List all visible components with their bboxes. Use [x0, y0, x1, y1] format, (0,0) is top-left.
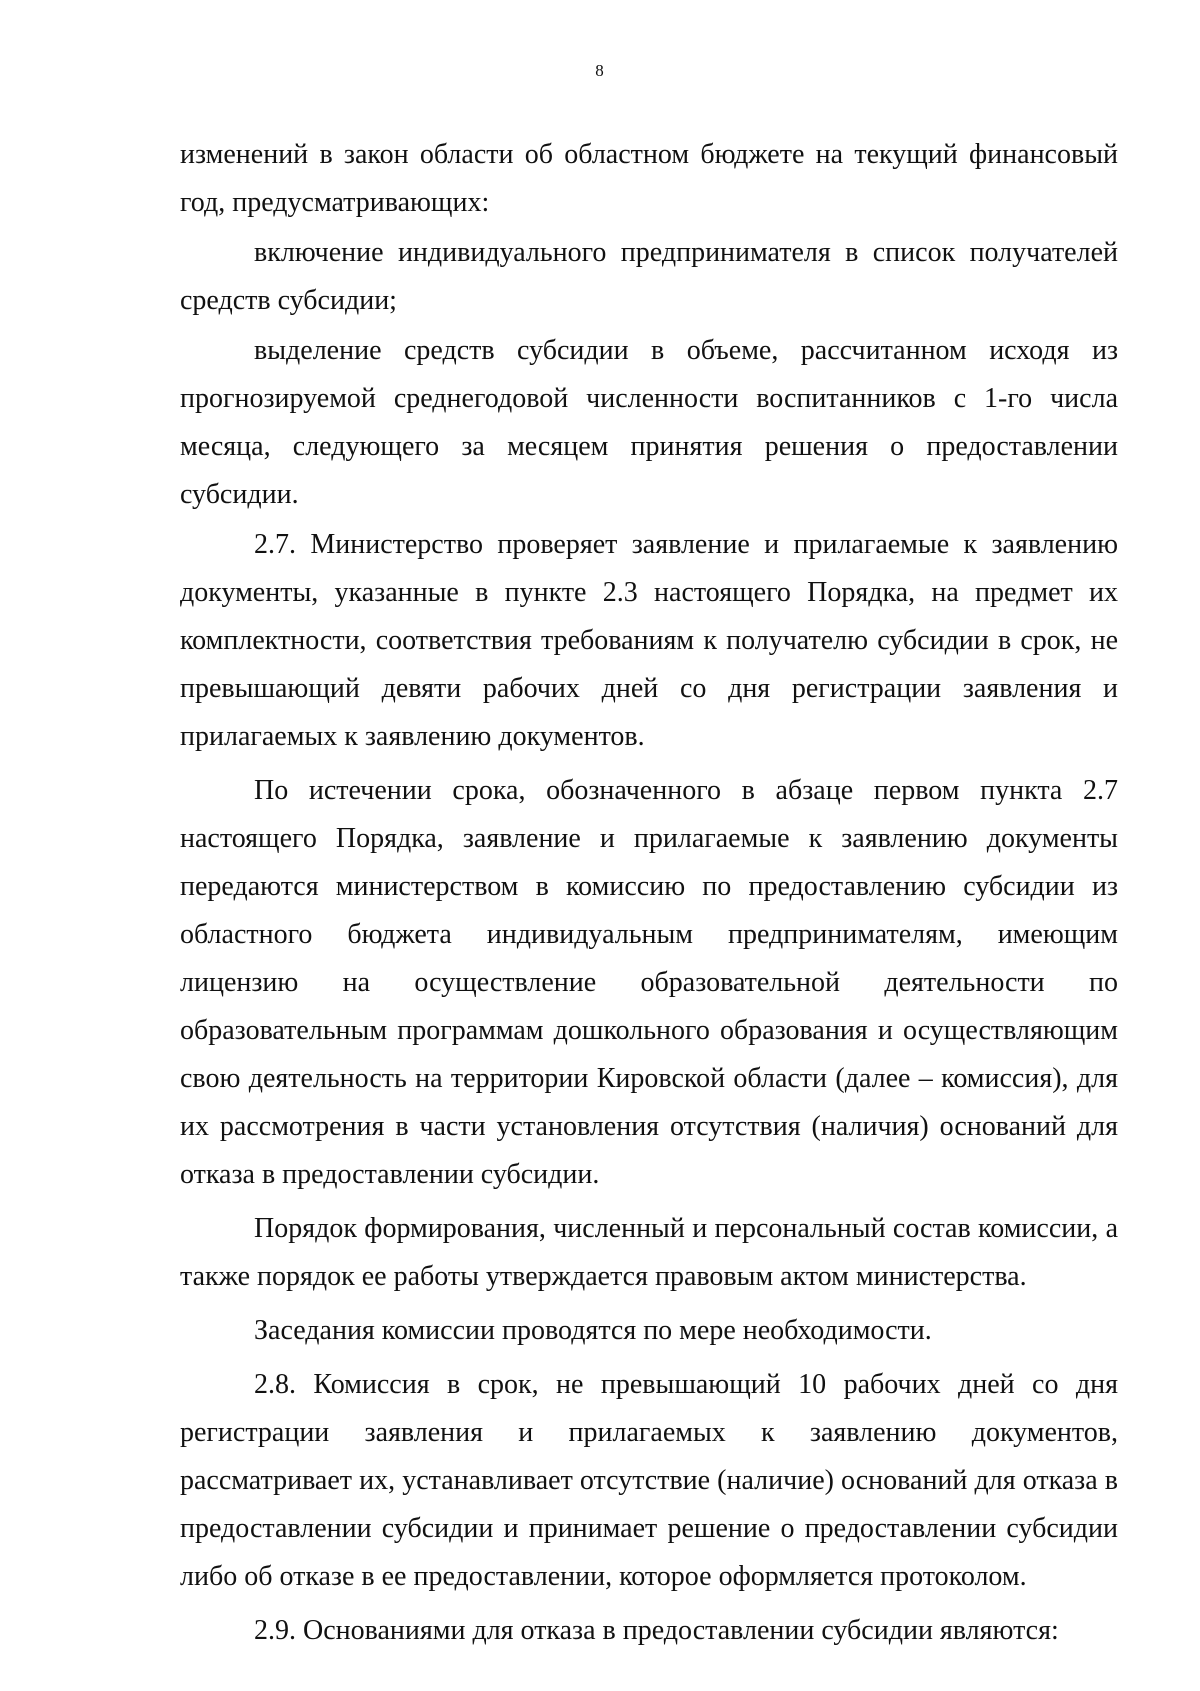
- paragraph-continuation: изменений в закон области об областном бюджете на текущий финансовый год, предусматривающих:: [180, 139, 1118, 218]
- document-body: [180, 131, 1118, 1657]
- paragraph-item-allocation: выделение средств субсидии в объеме, рассчитанном исходя из прогнозируемой среднегодовой численности воспитанников с 1-го числа месяца, следующего за месяцем принятия решения о предоставлении субсидии.: [180, 335, 1118, 510]
- paragraph-2-8: 2.8. Комиссия в срок, не превышающий 10 рабочих дней со дня регистрации заявления и прилагаемых к заявлению документов, рассматривает их, устанавливает отсутствие (наличие) оснований для отказа в предоставлении субсидии и принимает решение о предоставлении субсидии либо об отказе в ее предоставлении, которое оформляется протоколом.: [180, 1369, 1118, 1592]
- page-number: 8: [595, 61, 605, 80]
- paragraph-2-7: 2.7. Министерство проверяет заявление и прилагаемые к заявлению документы, указанные в пункте 2.3 настоящего Порядка, на предмет их комплектности, соответствия требованиям к получателю субсидии в срок, не превышающий девяти рабочих дней со дня регистрации заявления и прилагаемых к заявлению документов.: [180, 529, 1118, 752]
- paragraph-meetings: Заседания комиссии проводятся по мере необходимости.: [254, 1315, 932, 1346]
- paragraph-transfer-to-commission: По истечении срока, обозначенного в абзаце первом пункта 2.7 настоящего Порядка, заявление и прилагаемые к заявлению документы передаются министерством в комиссию по предоставлению субсидии из областного бюджета индивидуальным предпринимателям, имеющим лицензию на осуществление образовательной деятельности по образовательным программам дошкольного образования и осуществляющим свою деятельность на территории Кировской области (далее – комиссия), для их рассмотрения в части установления отсутствия (наличия) оснований для отказа в предоставлении субсидии.: [180, 775, 1118, 1190]
- paragraph-item-inclusion: включение индивидуального предпринимателя в список получателей средств субсидии;: [180, 237, 1118, 316]
- paragraph-commission-composition: Порядок формирования, численный и персональный состав комиссии, а также порядок ее работы утверждается правовым актом министерства.: [180, 1213, 1118, 1292]
- paragraph-2-9: 2.9. Основаниями для отказа в предоставлении субсидии являются:: [254, 1615, 1059, 1646]
